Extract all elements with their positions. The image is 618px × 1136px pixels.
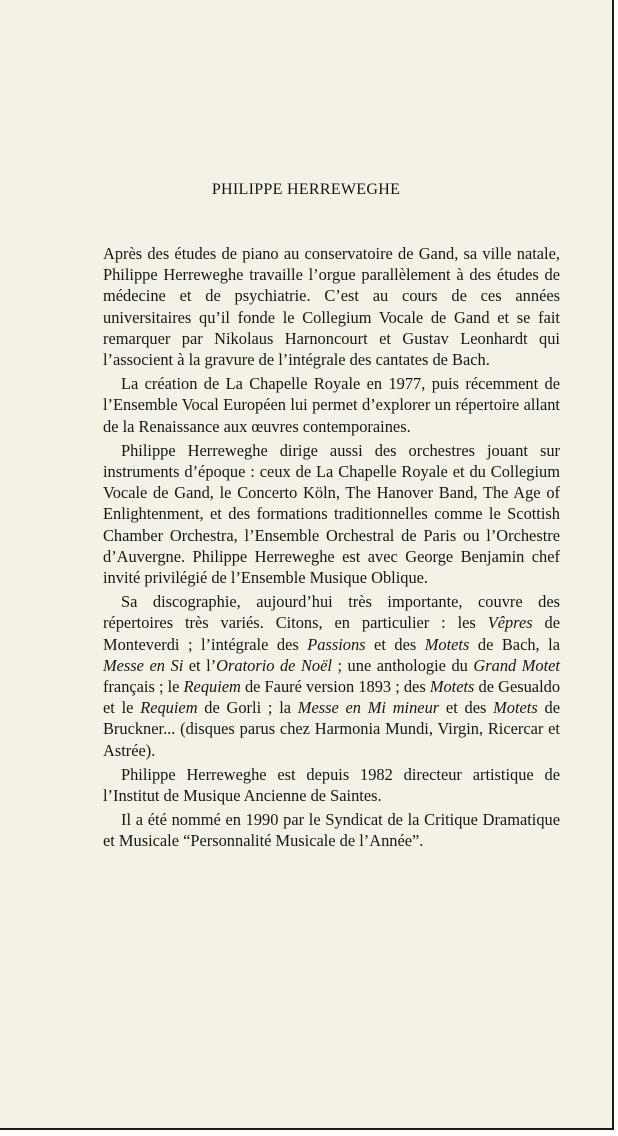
text-run: de Monteverdi ; l’intégrale des (103, 613, 560, 654)
paragraph (103, 243, 560, 370)
italic-title: Passions (307, 634, 366, 654)
biography-text (103, 243, 560, 855)
paragraph (103, 764, 560, 806)
italic-title: Vêpres (487, 613, 533, 633)
italic-title: Motets (429, 677, 475, 697)
text-run: Après des études de piano au conservatoire de Gand, sa ville natale, Philippe Herreweghe travaille l’orgue parallèlement à des études de médecine et de psychiatrie. C’est au cours de ces années universitaires qu’il fonde le Collegium Vocale de Gand et se fait remarquer par Nikolaus Harnoncourt et Gustav Leonhardt qui l’associent à la gravure de l’intégrale des cantates de Bach. (103, 244, 560, 370)
paragraph (103, 440, 560, 588)
text-run: de Bruckner... (disques parus chez Harmonia Mundi, Virgin, Ricercar et Astrée). (103, 698, 560, 760)
text-run: de Fauré version 1893 ; des (240, 677, 430, 697)
text-run: de Bach, la (469, 634, 560, 654)
italic-title: Oratorio de Noël (216, 655, 332, 675)
italic-title: Messe en Mi mineur (297, 698, 440, 718)
text-run: Philippe Herreweghe dirige aussi des orchestres jouant sur instruments d’époque : ceux de La Chapelle Royale et du Collegium Vocale de Gand, le Concerto Köln, The Hanover Band, The Age of Enlightenment, et des formations traditionnelles comme le Scottish Chamber Orchestra, l’Ensemble Orchestral de Paris ou l’Orchestre d’Auvergne. Philippe Herreweghe est avec George Benjamin chef invité privilégié de l’Ensemble Musique Oblique. (103, 440, 560, 588)
italic-title: Motets (493, 698, 538, 718)
text-run: de Gesualdo et le (103, 677, 561, 718)
italic-title: Messe en Si (103, 655, 184, 675)
text-run: Il a été nommé en 1990 par le Syndicat de la Critique Dramatique et Musicale “Personnalité Musicale de l’Année”. (103, 810, 560, 851)
paragraph (103, 591, 560, 761)
text-run: Philippe Herreweghe est depuis 1982 directeur artistique de l’Institut de Musique Ancienne de Saintes. (103, 764, 560, 806)
italic-title: Motets (424, 634, 470, 654)
text-run: de Gorli ; la (197, 698, 298, 718)
italic-title: Requiem (183, 677, 241, 697)
italic-title: Requiem (140, 698, 198, 718)
text-run: et des (439, 698, 494, 718)
text-run: et l’ (183, 655, 217, 675)
paragraph (103, 809, 560, 851)
paragraph (103, 373, 560, 437)
text-run: Sa discographie, aujourd’hui très importante, couvre des répertoires très variés. Citons, en particulier : les (103, 592, 560, 633)
page-title: PHILIPPE HERREWEGHE (211, 181, 401, 198)
text-run: ; une anthologie du (331, 655, 474, 675)
text-run: français ; le (103, 677, 184, 697)
text-run: La création de La Chapelle Royale en 1977, puis récemment de l’Ensemble Vocal Européen lui permet d’explorer un répertoire allant de la Renaissance aux œuvres contemporaines. (103, 374, 560, 436)
italic-title: Grand Motet (473, 655, 560, 675)
text-run: et des (365, 634, 425, 654)
